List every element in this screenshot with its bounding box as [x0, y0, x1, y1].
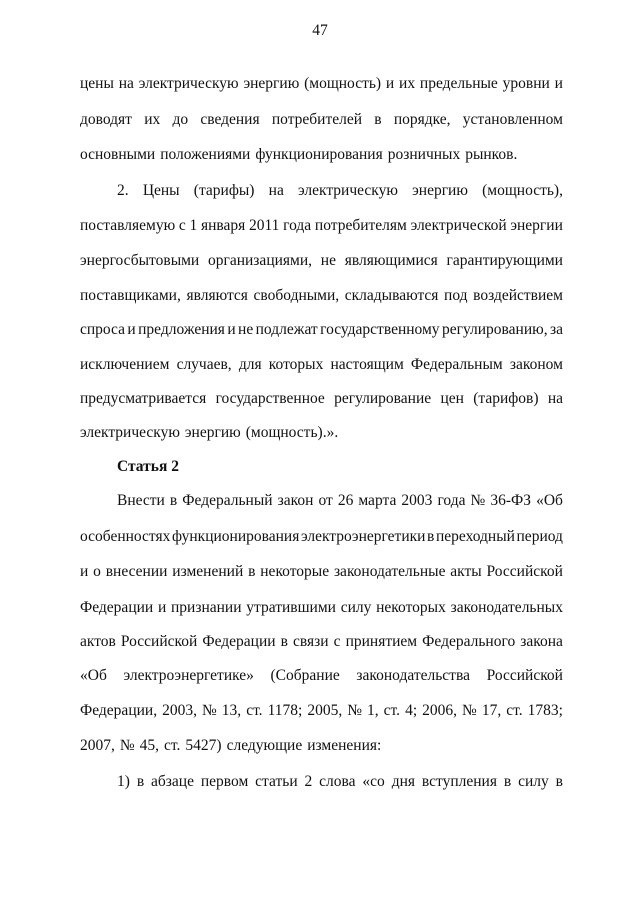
word: Российской — [486, 667, 563, 684]
word: период — [516, 528, 563, 545]
word: Федерального — [422, 633, 516, 650]
word: установленном — [462, 111, 563, 128]
word: в — [503, 773, 512, 790]
word: 26 — [337, 492, 354, 509]
word: законом — [509, 356, 563, 373]
word: изменения: — [307, 737, 382, 754]
word: которых — [268, 356, 324, 373]
text-line — [80, 73, 563, 95]
word: гарантирующими — [446, 252, 563, 269]
word: случаев, — [176, 356, 232, 373]
text-line — [80, 319, 563, 341]
word: «со — [362, 773, 385, 790]
word: Цены — [142, 182, 180, 199]
text-line — [80, 215, 563, 237]
word: законодательные — [333, 563, 446, 580]
word: являющимися — [344, 252, 438, 269]
word: с — [333, 633, 341, 650]
word: марта — [358, 492, 397, 509]
word: доводят — [80, 111, 132, 128]
word: первом — [200, 773, 249, 790]
word: энергию — [184, 424, 241, 441]
word: не — [238, 321, 254, 338]
word: цены — [80, 75, 114, 92]
word: 1178; — [267, 702, 303, 719]
word: и — [80, 563, 89, 580]
word: переходный — [435, 528, 515, 545]
word: следующие — [226, 737, 303, 754]
word: Федеральным — [410, 356, 503, 373]
word: на — [118, 75, 134, 92]
word: ст. — [506, 702, 523, 719]
word: Внести — [117, 492, 165, 509]
article-heading: Статья 2 — [117, 458, 179, 475]
text-line — [80, 354, 563, 376]
word: воздействием — [473, 287, 563, 304]
word: признании — [171, 599, 242, 616]
word: Российской — [486, 563, 563, 580]
word: предусматривается — [80, 390, 207, 407]
word: (мощность), — [482, 182, 563, 199]
word: 36-ФЗ — [490, 492, 532, 509]
word: поставляемую — [80, 217, 176, 234]
word: на — [547, 390, 563, 407]
word: января — [200, 217, 246, 234]
word: электрическую — [138, 75, 239, 92]
word: дня — [391, 773, 416, 790]
word: сведения — [200, 111, 260, 128]
word: связи — [293, 633, 329, 650]
word: положениями — [160, 146, 251, 163]
word: «Об — [80, 667, 107, 684]
word: подлежат — [255, 321, 318, 338]
word: (мощность).». — [245, 424, 339, 441]
word: закона — [520, 633, 563, 650]
word: 1 — [189, 217, 198, 234]
word: порядке, — [393, 111, 451, 128]
word: под — [444, 287, 468, 304]
word: основными — [80, 146, 156, 163]
word: акты — [450, 563, 482, 580]
word: розничных — [387, 146, 461, 163]
word: о — [93, 563, 101, 580]
word: 2003, — [162, 702, 197, 719]
word: их — [399, 75, 416, 92]
word: являются — [186, 287, 248, 304]
word: Федерации — [80, 599, 154, 616]
word: энергии — [510, 217, 563, 234]
word: в — [248, 563, 256, 580]
text-line — [80, 665, 563, 687]
word: электроэнергетике» — [123, 667, 254, 684]
word: ст. — [383, 702, 401, 719]
word: и — [554, 75, 563, 92]
text-line — [80, 735, 563, 757]
word: спроса — [80, 321, 126, 338]
word: 4; — [405, 702, 418, 719]
word: некоторые — [260, 563, 330, 580]
word: 5427) — [185, 737, 222, 754]
word: «Об — [536, 492, 563, 509]
word: абзаце — [151, 773, 194, 790]
word: и — [157, 599, 167, 616]
word: актов — [80, 633, 116, 650]
word: закон — [277, 492, 314, 509]
word: 1, — [367, 702, 379, 719]
word: ст. — [246, 702, 263, 719]
word: (тарифы) — [193, 182, 255, 199]
word: функционирования — [255, 146, 383, 163]
word: рынков. — [465, 146, 518, 163]
text-line — [117, 490, 563, 512]
word: и — [227, 321, 236, 338]
word: не — [320, 252, 336, 269]
word: 2. — [117, 182, 129, 199]
word: энергосбытовыми — [80, 252, 200, 269]
word: Федерации, — [80, 702, 158, 719]
word: складываются — [344, 287, 439, 304]
word: принятием — [345, 633, 418, 650]
word: электрической — [410, 217, 507, 234]
word: и — [127, 321, 136, 338]
word: 2003 — [401, 492, 433, 509]
text-line — [80, 422, 563, 444]
text-line — [117, 180, 563, 202]
word: энергию — [243, 75, 300, 92]
word: 2007, — [80, 737, 115, 754]
word: изменений — [172, 563, 244, 580]
word: утратившими — [246, 599, 336, 616]
word: в — [427, 528, 435, 545]
word: в — [555, 773, 563, 790]
word: уровни — [502, 75, 550, 92]
word: от — [318, 492, 333, 509]
text-line — [80, 631, 563, 653]
text-line — [80, 285, 563, 307]
word: (Собрание — [270, 667, 340, 684]
word: 2005, — [307, 702, 343, 719]
word: функционирования — [171, 528, 300, 545]
word: Федерации — [202, 633, 276, 650]
word: Федеральный — [182, 492, 273, 509]
word: 45, — [139, 737, 160, 754]
word: 1783; — [527, 702, 563, 719]
word: исключением — [80, 356, 170, 373]
word: (мощность) — [304, 75, 382, 92]
word: статьи — [255, 773, 298, 790]
page-number: 47 — [312, 22, 328, 39]
word: № — [201, 702, 217, 719]
text-line — [117, 771, 563, 793]
word: 1) — [117, 773, 130, 790]
word: ст. — [164, 737, 181, 754]
word: электрическую — [298, 182, 398, 199]
word: № — [347, 702, 363, 719]
word: № — [470, 492, 486, 509]
word: регулированию, — [441, 321, 548, 338]
word: цен — [440, 390, 464, 407]
word: до — [172, 111, 189, 128]
word: силу — [340, 599, 372, 616]
text-line — [80, 250, 563, 272]
word: свободными, — [253, 287, 340, 304]
word: за — [549, 321, 563, 338]
word: № — [119, 737, 135, 754]
text-line — [80, 388, 563, 410]
word: потребителей — [271, 111, 363, 128]
word: электрическую — [80, 424, 180, 441]
word: 2 — [304, 773, 313, 790]
text-line — [80, 526, 563, 548]
word: особенностях — [80, 528, 171, 545]
word: в — [136, 773, 145, 790]
text-line — [80, 561, 563, 583]
word: регулирование — [334, 390, 432, 407]
word: организациями, — [207, 252, 313, 269]
word: государственное — [215, 390, 325, 407]
text-line — [80, 597, 563, 619]
word: 17, — [481, 702, 502, 719]
word: законодательства — [356, 667, 470, 684]
word: законодательных — [450, 599, 563, 616]
word: их — [144, 111, 161, 128]
text-line — [80, 144, 563, 166]
text-line — [80, 109, 563, 131]
word: предельные — [419, 75, 498, 92]
word: предложения — [138, 321, 225, 338]
word: потребителям — [314, 217, 407, 234]
word: года — [283, 217, 312, 234]
word: в — [374, 111, 382, 128]
word: 2006, — [422, 702, 458, 719]
word: некоторых — [376, 599, 446, 616]
word: Российской — [120, 633, 198, 650]
word: (тарифов) — [473, 390, 539, 407]
word: и — [385, 75, 395, 92]
word: 13, — [221, 702, 242, 719]
word: внесении — [105, 563, 168, 580]
word: государственному — [320, 321, 440, 338]
word: поставщиками, — [80, 287, 181, 304]
word: для — [238, 356, 262, 373]
word: 2011 — [248, 217, 280, 234]
word: слова — [319, 773, 356, 790]
word: энергию — [412, 182, 468, 199]
word: настоящим — [330, 356, 404, 373]
text-line — [80, 700, 563, 722]
word: электроэнергетики — [300, 528, 426, 545]
word: в — [169, 492, 178, 509]
word: силу — [518, 773, 549, 790]
word: на — [268, 182, 284, 199]
word: вступления — [421, 773, 497, 790]
word: в — [280, 633, 288, 650]
word: с — [178, 217, 186, 234]
word: № — [462, 702, 477, 719]
word: года — [437, 492, 466, 509]
